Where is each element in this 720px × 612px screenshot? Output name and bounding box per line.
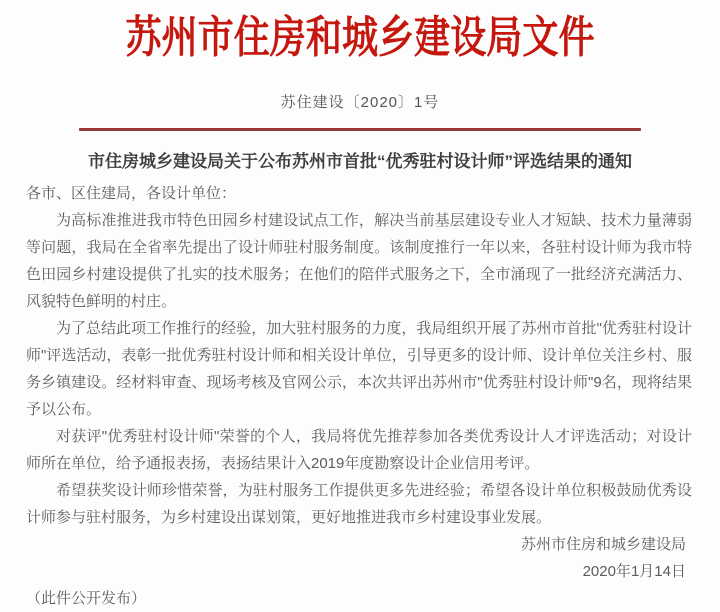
bureau-header-title: 苏州市住房和城乡建设局文件 — [125, 13, 595, 62]
signature-organization: 苏州市住房和城乡建设局 — [520, 536, 686, 553]
salutation-line: 各市、区住建局，各设计单位： — [26, 185, 237, 202]
document-body — [0, 180, 720, 612]
signature-date: 2020年1月14日 — [582, 563, 686, 580]
notice-title: 市住房城乡建设局关于公布苏州市首批“优秀驻村设计师”评选结果的通知 — [88, 152, 632, 171]
body-paragraph-1: 为高标准推进我市特色田园乡村建设试点工作，解决当前基层建设专业人才短缺、技术力量薄弱等问题，我局在全省率先提出了设计师驻村服务制度。该制度推行一年以来，各驻村设计师为我市特色田园乡村建设提供了扎实的技术服务；在他们的陪伴式服务之下，全市涌现了一批经济充满活力、风貌特色鲜明的村庄。 — [26, 212, 692, 310]
body-paragraph-4: 希望获奖设计师珍惜荣誉，为驻村服务工作提供更多先进经验；希望各设计单位积极鼓励优秀设计师参与驻村服务，为乡村建设出谋划策，更好地推进我市乡村建设事业发展。 — [26, 482, 692, 526]
signature-block — [26, 531, 692, 585]
document-header — [0, 0, 720, 74]
red-divider-line — [79, 128, 641, 131]
body-paragraph-2: 为了总结此项工作推行的经验，加大驻村服务的力度，我局组织开展了苏州市首批"优秀驻村设计师"评选活动，表彰一批优秀驻村设计师和相关设计单位，引导更多的设计师、设计单位关注乡村、服务乡镇建设。经材料审查、现场考核及官网公示，本次共评出苏州市"优秀驻村设计师"9名，现将结果予以公布。 — [26, 320, 692, 418]
public-release-note: （此件公开发布） — [26, 590, 147, 607]
document-number: 苏住建设〔2020〕1号 — [280, 94, 440, 111]
body-paragraph-3: 对获评"优秀驻村设计师"荣誉的个人，我局将优先推荐参加各类优秀设计人才评选活动；对设计师所在单位，给予通报表扬，表扬结果计入2019年度勘察设计企业信用考评。 — [26, 428, 692, 472]
